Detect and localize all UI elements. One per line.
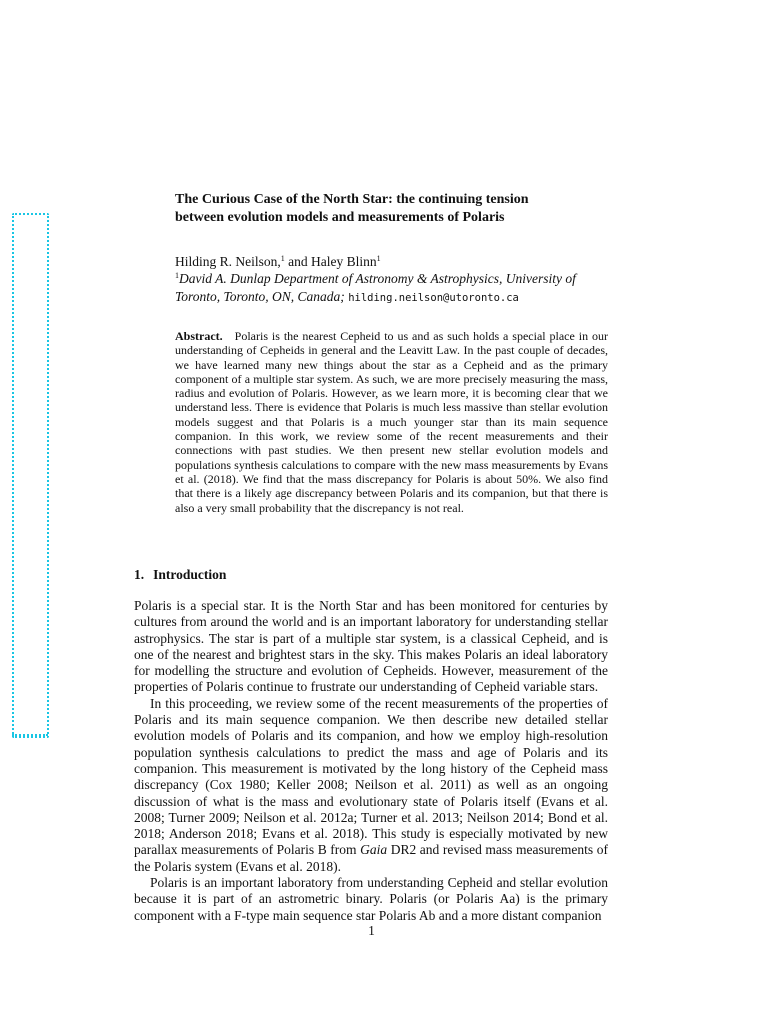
body-text: [134, 598, 608, 924]
section-number: 1.: [134, 567, 145, 582]
section-title: Introduction: [153, 567, 227, 582]
title-line-1: The Curious Case of the North Star: the continuing tension: [175, 192, 529, 207]
paper-title: [175, 191, 605, 227]
author-1-affiliation-mark: 1: [280, 254, 285, 263]
author-1: Hilding R. Neilson,: [175, 254, 281, 269]
author-2-affiliation-mark: 1: [376, 254, 381, 263]
abstract: [175, 329, 608, 515]
paragraph-2-end: DR2 and revised mass measurements of the Polaris system (Evans et al. 2018).: [134, 842, 608, 874]
affiliation: [175, 270, 615, 307]
paragraph-3: Polaris is an important laboratory from understanding Cepheid and stellar evolution because it is part of an astrometric binary. Polaris (or Polaris Aa) is the primary component with a F-type main sequence star Polaris Ab and a more distant companion: [134, 875, 608, 923]
abstract-text: Polaris is the nearest Cepheid to us and as such holds a special place in our understanding of Cepheids in general and the Leavitt Law. In the past couple of decades, we have learned many new things about the star as a Cepheid and as the primary component of a multiple star system. As such, we are more precisely measuring the mass, radius and evolution of Polaris. However, as we learn more, it is becoming clear that we understand less. There is evidence that Polaris is much less massive than stellar evolution models suggest and that Polaris is a much younger star than its main sequence companion. In this work, we review some of the recent measurements and their connections with past studies. We then present new stellar evolution models and populations synthesis calculations to compare with the new mass measurements by Evans et al. (2018). We find that the mass discrepancy for Polaris is about 50%. We also find that there is a likely age discrepancy between Polaris and its companion, but that there is also a very small probability that the discrepancy is not real.: [175, 329, 608, 515]
page-number: 1: [368, 923, 375, 938]
author-2: and Haley Blinn: [284, 254, 377, 269]
paragraph-2-text: In this proceeding, we review some of the recent measurements of the properties of Polaris and its main sequence companion. We then describe new detailed stellar evolution models of Polaris and its companion, and how we employ high-resolution population synthesis calculations to predict the mass and age of Polaris and its companion. This measurement is motivated by the long history of the Cepheid mass discrepancy (Cox 1980; Keller 2008; Neilson et al. 2011) as well as an ongoing discussion of what is the mass and evolutionary state of Polaris itself (Evans et al. 2008; Turner 2009; Neilson et al. 2012a; Turner et al. 2013; Neilson 2014; Bond et al. 2018; Anderson 2018; Evans et al. 2018). This study is especially motivated by new parallax measurements of Polaris B from: [134, 695, 608, 858]
gaia-italic: Gaia: [360, 842, 388, 858]
paragraph-1: Polaris is a special star. It is the North Star and has been monitored for centuries by cultures from around the world and is an important laboratory for understanding stellar astrophysics. The star is part of a multiple star system, is a classical Cepheid, and is one of the nearest and brightest stars in the sky. This makes Polaris an ideal laboratory for modelling the structure and evolution of Cepheids. However, measurement of the properties of Polaris continue to frustrate our understanding of Cepheid variable stars.: [134, 598, 608, 695]
affiliation-text: David A. Dunlap Department of Astronomy & Astrophysics, University of Toronto, Toronto, ON, Canada;: [175, 271, 576, 304]
author-email: hilding.neilson@utoronto.ca: [348, 292, 519, 304]
section-heading: [134, 566, 604, 584]
paragraph-2: [134, 696, 608, 875]
margin-dotted-rule: [12, 734, 48, 739]
abstract-label: Abstract.: [175, 329, 223, 343]
title-line-2: between evolution models and measurements of Polaris: [175, 210, 505, 225]
margin-selection-marker: [12, 213, 49, 738]
affiliation-mark: 1: [175, 271, 179, 280]
author-list: [175, 253, 615, 271]
